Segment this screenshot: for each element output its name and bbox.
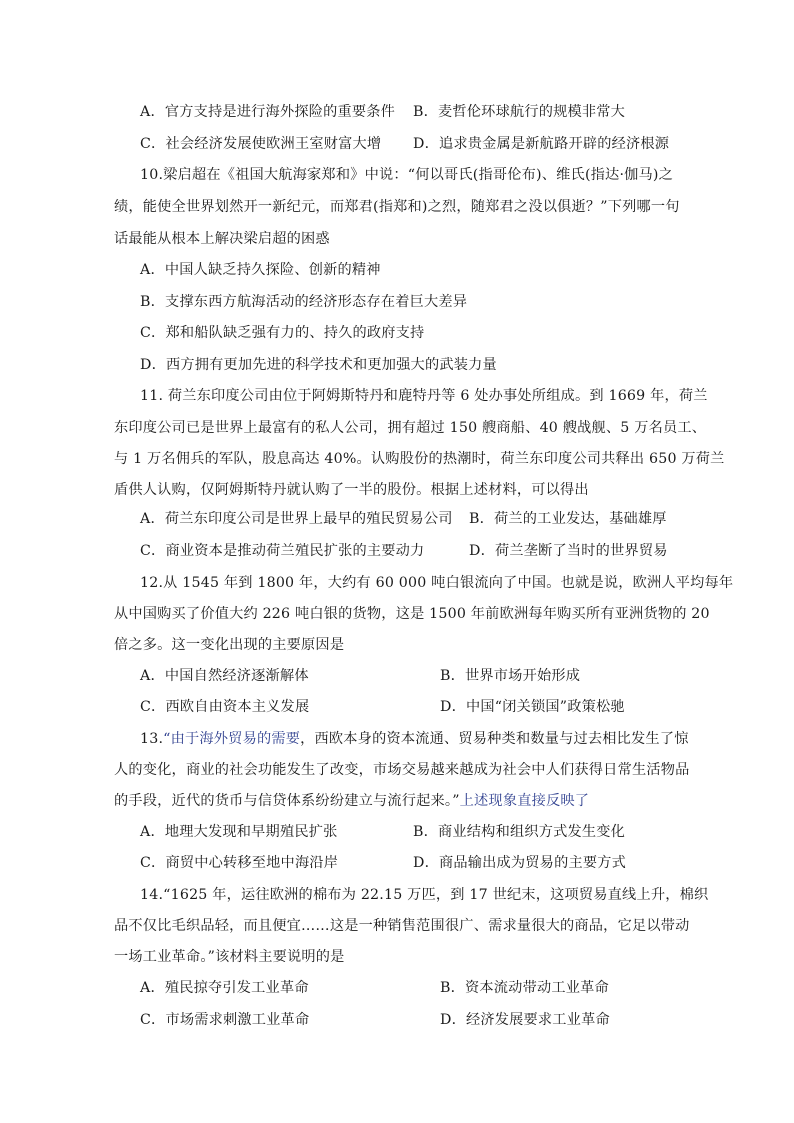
q9-option-a: A．官方支持是进行海外探险的重要条件 <box>140 104 396 120</box>
q13-highlight-lead: “由于海外贸易的需要 <box>163 731 301 747</box>
q11-option-c: C．商业资本是推动荷兰殖民扩张的主要动力 <box>140 543 425 559</box>
q14-stem-line-1: 14.“1625 年，运往欧洲的棉布为 22.15 万匹，到 17 世纪末，这项贸易直线上升，棉织 <box>140 887 709 903</box>
q12-stem-line-3: 倍之多。这一变化出现的主要原因是 <box>114 637 345 653</box>
q10-stem-line-1: 10.梁启超在《祖国大航海家郑和》中说：“何以哥氏(指哥伦布)、维氏(指达·伽马)之 <box>140 167 674 183</box>
q14-stem-line-3: 一场工业革命。”该材料主要说明的是 <box>114 949 345 965</box>
q11-stem-line-4: 盾供人认购，仅阿姆斯特丹就认购了一半的股份。根据上述材料，可以得出 <box>114 482 589 498</box>
q10-option-b: B．支撑东西方航海活动的经济形态存在着巨大差异 <box>140 294 468 310</box>
q13-highlight-tail: 上述现象直接反映了 <box>459 793 590 809</box>
q14-option-b: B．资本流动带动工业革命 <box>440 980 609 996</box>
q11-option-d: D．荷兰垄断了当时的世界贸易 <box>469 543 668 559</box>
q13-option-a: A．地理大发现和早期殖民扩张 <box>140 824 338 840</box>
q10-stem-line-2: 绩，能使全世界划然开一新纪元，而郑君(指郑和)之烈，随郑君之没以俱逝？”下列哪一句 <box>114 199 680 215</box>
q14-option-c: C．市场需求刺激工业革命 <box>140 1012 310 1028</box>
q14-option-d: D．经济发展要求工业革命 <box>440 1012 610 1028</box>
q9-option-b: B．麦哲伦环球航行的规模非常大 <box>413 104 626 120</box>
q13-stem-line-3: 的手段，近代的货币与信贷体系纷纷建立与流行起来。”上述现象直接反映了 <box>114 793 590 809</box>
q10-option-a: A．中国人缺乏持久探险、创新的精神 <box>140 262 381 278</box>
q10-stem-line-3: 话最能从根本上解决梁启超的困惑 <box>114 231 330 247</box>
q13-option-c: C．商贸中心转移至地中海沿岸 <box>140 855 339 871</box>
q12-option-b: B．世界市场开始形成 <box>440 668 581 684</box>
q9-option-c: C．社会经济发展使欧洲王室财富大增 <box>140 136 382 152</box>
q12-option-d: D．中国“闭关锁国”政策松驰 <box>440 699 625 715</box>
q11-stem-line-3: 与 1 万名佣兵的军队，股息高达 40%。认购股份的热潮时，荷兰东印度公司共释出 650 万荷兰 <box>114 451 725 467</box>
q11-option-b: B．荷兰的工业发达，基础雄厚 <box>469 511 667 527</box>
q11-option-a: A．荷兰东印度公司是世界上最早的殖民贸易公司 <box>140 511 453 527</box>
q13-stem-line-1: 13.“由于海外贸易的需要，西欧本身的资本流通、贸易种类和数量与过去相比发生了惊 <box>140 731 689 747</box>
q12-option-c: C．西欧自由资本主义发展 <box>140 699 310 715</box>
q11-stem-line-1: 11. 荷兰东印度公司由位于阿姆斯特丹和鹿特丹等 6 处办事处所组成。到 1669 年，荷兰 <box>140 388 708 404</box>
q10-option-c: C．郑和船队缺乏强有力的、持久的政府支持 <box>140 325 425 341</box>
q13-stem-line-2: 人的变化，商业的社会功能发生了改变，市场交易越来越成为社会中人们获得日常生活物品 <box>114 762 690 778</box>
q12-option-a: A．中国自然经济逐渐解体 <box>140 668 309 684</box>
q9-option-d: D．追求贵金属是新航路开辟的经济根源 <box>413 136 670 152</box>
q12-stem-line-2: 从中国购买了价值大约 226 吨白银的货物，这是 1500 年前欧洲每年购买所有亚洲货物的 20 <box>114 606 710 622</box>
q14-option-a: A．殖民掠夺引发工业革命 <box>140 980 309 996</box>
q10-option-d: D．西方拥有更加先进的科学技术和更加强大的武装力量 <box>140 357 497 373</box>
q13-option-b: B．商业结构和组织方式发生变化 <box>413 824 626 840</box>
q14-stem-line-2: 品不仅比毛织品轻，而且便宜……这是一种销售范围很广、需求量很大的商品，它足以带动 <box>114 918 690 934</box>
q13-option-d: D．商品输出成为贸易的主要方式 <box>413 855 627 871</box>
q12-stem-line-1: 12.从 1545 年到 1800 年，大约有 60 000 吨白银流向了中国。也就是说，欧洲人平均每年 <box>140 575 734 591</box>
q11-stem-line-2: 东印度公司已是世界上最富有的私人公司，拥有超过 150 艘商船、40 艘战舰、5 万名员工、 <box>114 420 707 436</box>
